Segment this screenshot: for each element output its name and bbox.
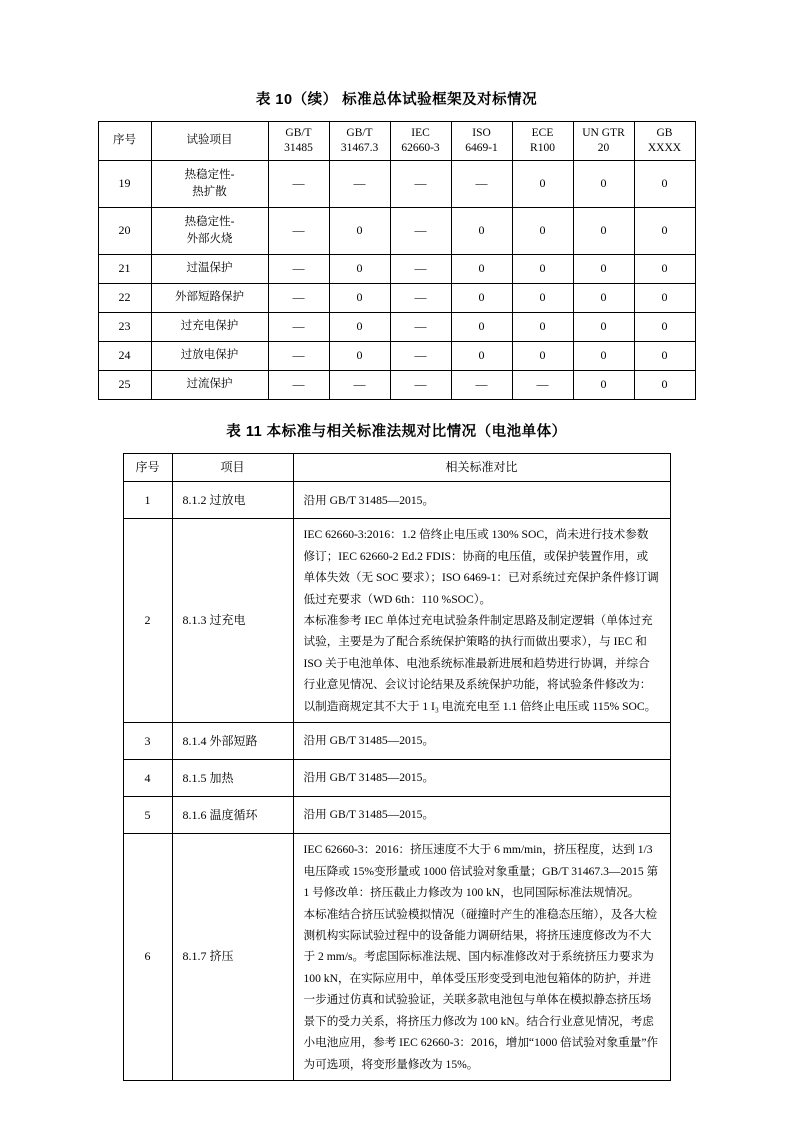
table-row [98,207,695,254]
row-val: 0 [573,341,634,370]
row-val: 0 [634,207,695,254]
row-val: 0 [512,312,573,341]
row-val: — [390,341,451,370]
row-val: — [268,341,329,370]
row-val: — [390,283,451,312]
row-no: 19 [98,160,151,207]
table10-header-line1-8: GB [656,127,673,139]
row-no: 21 [98,254,151,283]
table10-header-cell-7 [573,122,634,161]
table11-header-row [123,453,670,481]
table-row [123,519,670,723]
row-no: 6 [123,834,172,1081]
row-val: — [268,254,329,283]
table10-header-cell-0 [98,122,151,161]
table10-body [98,160,695,399]
row-val: — [451,160,512,207]
table10-header-line1-3: GB/T [346,127,373,139]
table10-header-line1-7: UN GTR [582,127,625,139]
table-10 [98,121,696,400]
row-no: 3 [123,723,172,760]
row-val: — [512,370,573,399]
row-no: 25 [98,370,151,399]
table-row [98,312,695,341]
table-row [123,834,670,1081]
table-row [123,760,670,797]
row-val: 0 [634,160,695,207]
row-detail [293,482,670,519]
table11-body [123,482,670,1081]
row-no: 24 [98,341,151,370]
row-no: 1 [123,482,172,519]
table10-header-line1-1: 试验项目 [186,134,233,147]
row-item: 8.1.7 挤压 [172,834,293,1081]
row-val: 0 [512,207,573,254]
table-row [98,370,695,399]
row-val: 0 [451,312,512,341]
row-val: 0 [634,341,695,370]
row-item-line2: 热扩散 [192,185,227,198]
row-detail-para: IEC 62660-3:2016：1.2 倍终止电压或 130% SOC，尚未进行技术参数修订；IEC 62660-2 Ed.2 FDIS：协商的电压值，或保护装置作用，或单体失效（无 SOC 要求）；ISO 6469-1：已对系统过充保护条件修订调低过充要求（WD 6th：110 %SOC）。 [303,528,659,606]
row-detail [293,519,670,723]
row-detail-para: 沿用 GB/T 31485—2015。 [303,734,435,748]
row-val: 0 [451,254,512,283]
row-val: 0 [634,254,695,283]
row-val: 0 [573,370,634,399]
table10-header-cell-5 [451,122,512,161]
table11-header-cell-0: 序号 [123,453,172,481]
row-val: — [268,312,329,341]
row-val: — [329,370,390,399]
row-item: 过放电保护 [151,341,268,370]
table10-header-line1-0: 序号 [113,134,136,147]
table11-header [123,453,670,481]
row-val: 0 [451,207,512,254]
table-row [98,254,695,283]
row-item [151,160,268,207]
row-val: 0 [512,283,573,312]
row-detail-para: 沿用 GB/T 31485—2015。 [303,808,435,822]
table10-header-line2-5: 6469-1 [465,141,498,154]
row-val: — [390,370,451,399]
table-row [98,341,695,370]
row-val: — [390,312,451,341]
row-item: 8.1.6 温度循环 [172,797,293,834]
table10-header-cell-1 [151,122,268,161]
row-item: 过流保护 [151,370,268,399]
row-no: 20 [98,207,151,254]
table10-header-line2-7: 20 [597,141,610,154]
row-item: 8.1.3 过充电 [172,519,293,723]
row-val: 0 [573,207,634,254]
row-val: 0 [329,207,390,254]
row-val: 0 [634,283,695,312]
row-no: 5 [123,797,172,834]
row-val: 0 [573,160,634,207]
row-val: 0 [634,370,695,399]
row-item: 过温保护 [151,254,268,283]
row-item: 外部短路保护 [151,283,268,312]
table10-header-cell-2 [268,122,329,161]
table-row [123,482,670,519]
row-detail [293,797,670,834]
table10-header-line2-8: XXXX [647,141,682,154]
row-val: — [268,283,329,312]
row-item: 过充电保护 [151,312,268,341]
row-detail [293,760,670,797]
row-val: 0 [512,160,573,207]
row-val: — [390,207,451,254]
row-detail-para: 本标准结合挤压试验模拟情况（碰撞时产生的准稳态压缩），及各大检测机构实际试验过程中的设备能力调研结果，将挤压速度修改为不大于 2 mm/s。考虑国际标准法规、国内标准修改对于系统挤压力要求为 100 kN，在实际应用中，单体受压形变受到电池包箱体的防护，并进一步通过仿真和试验验证，关联多款电池包与单体在模拟静态挤压场景下的受力关系，将挤压力修改为 100 kN。结合行业意见情况，考虑小电池应用，参考 IEC 62660-3：2016，增加“1000 倍试验对象重量”作为可选项，将变形量修改为 15%。 [303,907,659,1071]
row-val: 0 [573,283,634,312]
row-val: — [390,254,451,283]
table-row [123,797,670,834]
row-val: — [268,160,329,207]
table10-header-line1-6: ECE [531,127,554,139]
table10-header-line2-3: 31467.3 [340,141,379,154]
table-11 [123,453,671,1081]
row-val: 0 [329,341,390,370]
row-val: 0 [573,312,634,341]
row-val: 0 [329,254,390,283]
row-val: 0 [451,283,512,312]
row-val: — [451,370,512,399]
row-item: 8.1.2 过放电 [172,482,293,519]
table10-header [98,122,695,161]
row-no: 22 [98,283,151,312]
row-val: 0 [573,254,634,283]
row-no: 2 [123,519,172,723]
row-val: 0 [329,283,390,312]
table11-title: 表 11 本标准与相关标准法规对比情况（电池单体） [226,423,567,440]
row-val: 0 [329,312,390,341]
table-row [98,283,695,312]
row-detail [293,723,670,760]
table10-header-line1-2: GB/T [285,127,312,139]
row-val: — [268,370,329,399]
row-detail-para: 本标准参考 IEC 单体过充电试验条件制定思路及制定逻辑（单体过充试验，主要是为了配合系统保护策略的执行而做出要求），与 IEC 和 ISO 关于电池单体、电池系统标准最新进展和趋势进行协调，并综合行业意见情况、会议讨论结果及系统保护功能，将试验条件修改为：以制造商规定其不大于 1 I₃ 电流充电至 1.1 倍终止电压或 115% SOC。 [303,614,657,713]
row-item-line2: 外部火烧 [186,232,233,245]
row-detail-para: 沿用 GB/T 31485—2015。 [303,771,435,785]
row-val: — [268,207,329,254]
table10-header-cell-4 [390,122,451,161]
row-item: 8.1.5 加热 [172,760,293,797]
row-no: 23 [98,312,151,341]
table10-header-cell-6 [512,122,573,161]
row-val: 0 [451,341,512,370]
row-val: — [390,160,451,207]
table10-header-line1-4: IEC [411,127,430,139]
table10-header-line2-2: 31485 [284,141,313,154]
row-item [151,207,268,254]
table10-header-line2-6: R100 [530,141,555,154]
row-detail [293,834,670,1081]
row-item: 8.1.4 外部短路 [172,723,293,760]
row-item-line1: 热稳定性- [184,168,235,181]
table10-header-cell-3 [329,122,390,161]
table10-header-row [98,122,695,161]
table10-title: 表 10（续） 标准总体试验框架及对标情况 [255,92,538,108]
row-no: 4 [123,760,172,797]
table-row [98,160,695,207]
table-row [123,723,670,760]
row-val: 0 [634,312,695,341]
row-item-line1: 热稳定性- [184,215,235,228]
table11-header-cell-2: 相关标准对比 [293,453,670,481]
row-val: 0 [512,254,573,283]
row-detail-para: 沿用 GB/T 31485—2015。 [303,493,435,507]
row-detail-para: IEC 62660-3：2016：挤压速度不大于 6 mm/min，挤压程度，达到 1/3 电压降或 15%变形量或 1000 倍试验对象重量；GB/T 31467.3—2015 第 1 号修改单：挤压截止力修改为 100 kN，也同国际标准法规情况。 [303,843,659,900]
row-val: — [329,160,390,207]
row-val: 0 [512,341,573,370]
table10-header-cell-8 [634,122,695,161]
table10-header-line2-4: 62660-3 [401,141,440,154]
table10-header-line1-5: ISO [472,127,491,139]
table11-header-cell-1: 项目 [172,453,293,481]
